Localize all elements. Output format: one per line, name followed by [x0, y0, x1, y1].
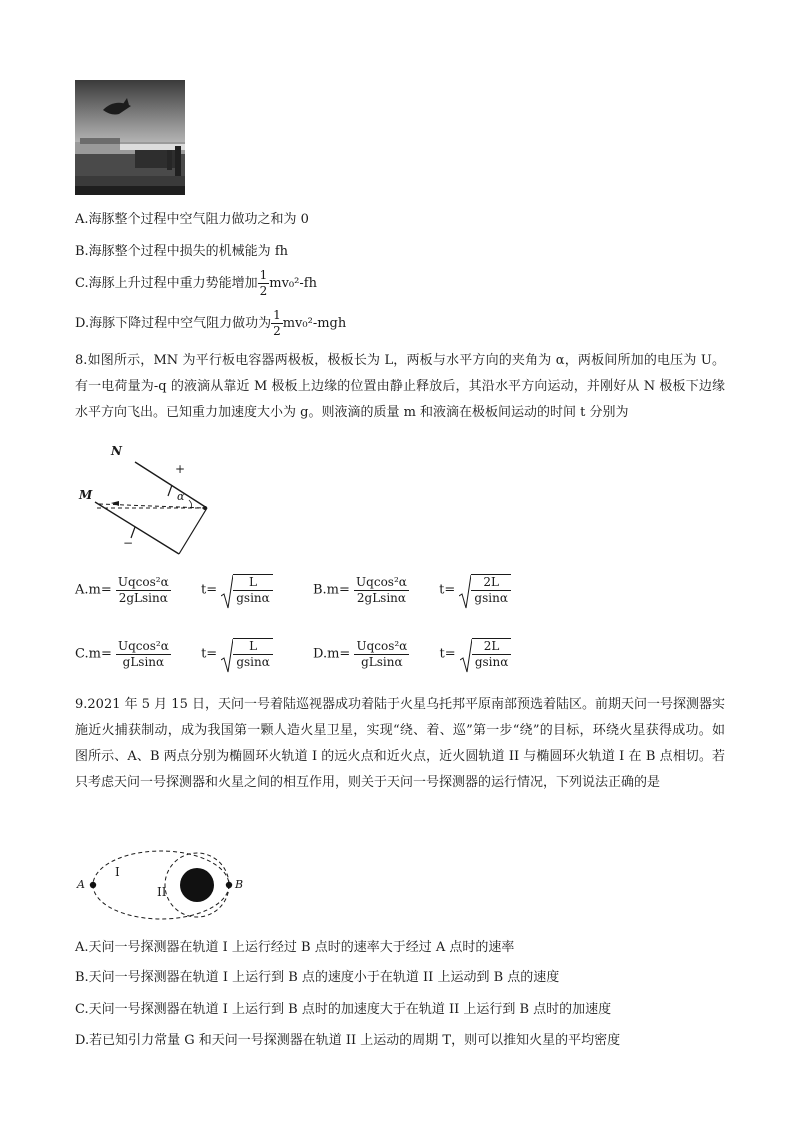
- frac-den: 2: [273, 324, 281, 338]
- q8-option-d: [313, 638, 511, 670]
- opt-label: B.m=: [313, 582, 350, 598]
- q8-stem: 8.如图所示，MN 为平行板电容器两极板，极板长为 L，两板与水平方向的夹角为 α，两板间所加的电压为 U。有一电荷量为-q 的液滴从靠近 M 极板上边缘的位置由静止释放后，其沿水平方向运动，并刚好从 N 极板下边缘水平方向飞出。已知重力加速度大小为 g。则液滴的质量 m 和液滴在极板间运动的时间 t 分别为: [75, 353, 725, 420]
- frac-num: 2L: [471, 575, 511, 591]
- dolphin-photo: [75, 80, 185, 195]
- frac-den: gLsinα: [361, 654, 403, 669]
- fraction-half: [258, 268, 270, 299]
- frac-den: gsinα: [236, 655, 270, 669]
- frac-num: Uqcos²α: [356, 574, 407, 589]
- frac-den: gsinα: [474, 655, 509, 669]
- label-orbit-i: I: [115, 865, 120, 879]
- sqrt-icon: [221, 574, 273, 606]
- opt-label: A.m=: [75, 582, 112, 598]
- q7-option-c-text: C.海豚上升过程中重力势能增加: [75, 276, 258, 291]
- q7-option-d-text: D.海豚下降过程中空气阻力做功为: [75, 316, 272, 331]
- mass-fraction: [354, 575, 409, 606]
- plus-sign: +: [175, 462, 186, 476]
- frac-num: Uqcos²α: [117, 638, 169, 653]
- opt-label: D.m=: [313, 646, 351, 662]
- q7-option-d: [75, 308, 346, 339]
- q8-option-c: [75, 638, 273, 670]
- mass-fraction: [116, 639, 171, 670]
- label-orbit-ii: II: [157, 885, 167, 899]
- q9-option-d: D.若已知引力常量 G 和天问一号探测器在轨道 II 上运动的周期 T，则可以推知火星的平均密度: [75, 1033, 621, 1048]
- q9-stem: 9.2021 年 5 月 15 日，天问一号着陆巡视器成功着陆于火星乌托邦平原南部预选着陆区。前期天问一号探测器实施近火捕获制动，成为我国第一颗人造火星卫星，实现“绕、着、巡”第一步“绕”的目标，环绕火星获得成功。如图所示、A、B 两点分别为椭圆环火轨道 I 的远火点和近火点，近火圆轨道 II 与椭圆环火轨道 I 在 B 点相切。若只考虑天问一号探测器和火星之间的相互作用，则关于天问一号探测器的运行情况，下列说法正确的是: [75, 697, 725, 790]
- frac-num: 1: [273, 308, 281, 322]
- q7-option-c: [75, 268, 317, 299]
- frac-den: gsinα: [236, 591, 270, 605]
- frac-num: Uqcos²α: [117, 574, 169, 589]
- q9-option-c: C.天问一号探测器在轨道 I 上运行到 B 点时的加速度大于在轨道 II 上运行到 B 点时的加速度: [75, 1002, 612, 1017]
- t-label: t=: [439, 582, 456, 598]
- frac-num: 1: [259, 268, 268, 282]
- q7-option-d-suffix: mv₀²-mgh: [282, 316, 347, 331]
- label-a: A: [77, 878, 85, 891]
- q7-option-c-suffix: mv₀²-fh: [269, 276, 317, 291]
- frac-num: Uqcos²α: [356, 638, 408, 653]
- sqrt-icon: [460, 638, 512, 670]
- opt-label: C.m=: [75, 646, 112, 662]
- capacitor-diagram: [75, 440, 225, 560]
- q9-option-a: A.天问一号探测器在轨道 I 上运行经过 B 点时的速率大于经过 A 点时的速率: [75, 940, 515, 955]
- q9-option-b: B.天问一号探测器在轨道 I 上运行到 B 点的速度小于在轨道 II 上运动到 B 点的速度: [75, 970, 560, 985]
- orbit-diagram: [75, 845, 245, 925]
- frac-den: 2gLsinα: [356, 590, 407, 605]
- fraction-half: [271, 308, 283, 339]
- frac-den: 2: [259, 284, 268, 298]
- alpha-label: α: [177, 490, 185, 503]
- mass-fraction: [354, 639, 409, 670]
- t-label: t=: [439, 646, 456, 662]
- frac-den: gsinα: [474, 591, 508, 605]
- label-m: M: [79, 488, 93, 502]
- q7-option-b: B.海豚整个过程中损失的机械能为 fh: [75, 244, 289, 259]
- minus-sign: −: [123, 536, 134, 550]
- frac-den: gLsinα: [122, 654, 165, 669]
- frac-num: L: [233, 575, 273, 591]
- q8-option-a: [75, 574, 273, 606]
- sqrt-icon: [459, 574, 511, 606]
- frac-den: 2gLsinα: [118, 590, 168, 605]
- frac-num: L: [233, 639, 273, 655]
- q8-option-b: [313, 574, 511, 606]
- t-label: t=: [200, 582, 218, 598]
- sqrt-icon: [221, 638, 273, 670]
- mass-fraction: [116, 575, 171, 606]
- t-label: t=: [201, 646, 218, 662]
- label-b: B: [235, 878, 244, 891]
- q7-option-a: A.海豚整个过程中空气阻力做功之和为 0: [75, 212, 309, 227]
- frac-num: 2L: [472, 639, 512, 655]
- label-n: N: [111, 444, 122, 458]
